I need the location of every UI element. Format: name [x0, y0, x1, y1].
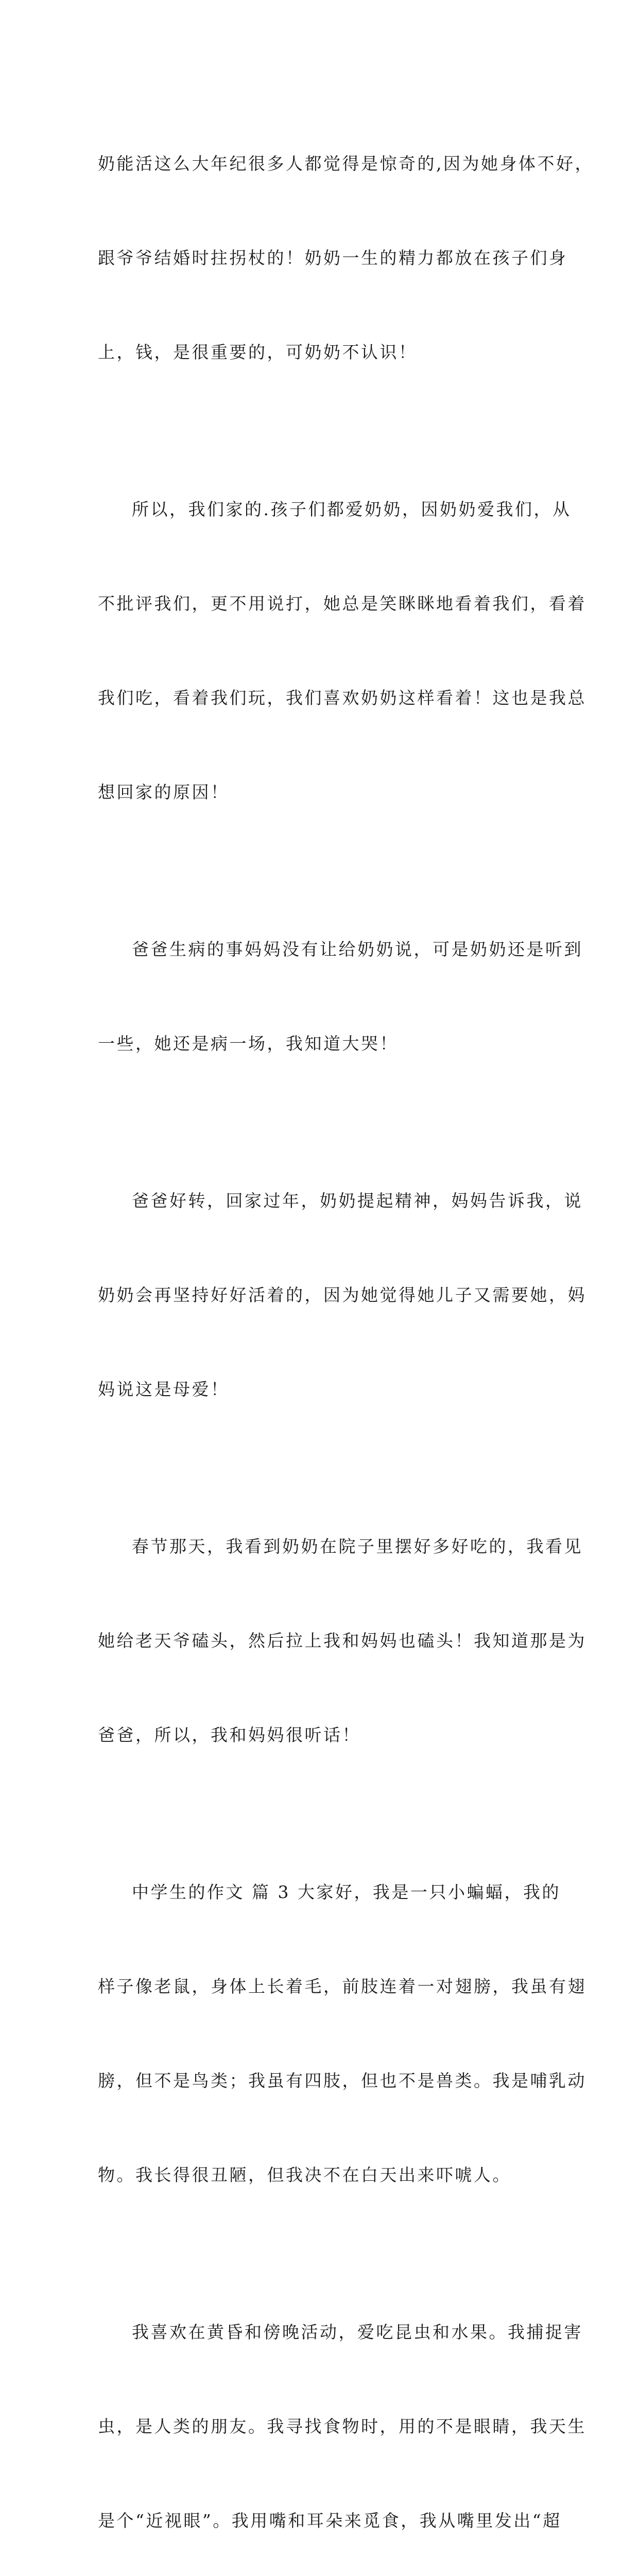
- text-line: 虫，是人类的朋友。我寻找食物时，用的不是眼睛，我天生: [98, 2416, 586, 2436]
- text-line: 膀，但不是鸟类；我虽有四肢，但也不是兽类。我是哺乳动: [98, 2071, 586, 2091]
- paragraph: [98, 85, 594, 431]
- text-line: 妈说这是母爱！: [98, 1379, 230, 1399]
- paragraph: [98, 431, 586, 871]
- text-line: 爸爸好转，回家过年，奶奶提起精神，妈妈告诉我，说: [132, 1191, 583, 1211]
- text-line: 是个“近视眼”。我用嘴和耳朵来觅食，我从嘴里发出“超: [98, 2511, 562, 2531]
- text-line: 奶能活这么大年纪很多人都觉得是惊奇的,因为她身体不好，: [98, 154, 594, 174]
- paragraph: [98, 871, 583, 1122]
- text-line: 一些，她还是病一场，我知道大哭！: [98, 1033, 399, 1054]
- text-line: 样子像老鼠，身体上长着毛，前肢连着一对翅膀，我虽有翅: [98, 1976, 586, 1996]
- text-line: 我喜欢在黄昏和傍晚活动，爱吃昆虫和水果。我捕捉害: [132, 2322, 583, 2342]
- text-line: 跟爷爷结婚时拄拐杖的！奶奶一生的精力都放在孩子们身: [98, 248, 568, 268]
- text-line: 爸爸，所以，我和妈妈很听话！: [98, 1725, 361, 1745]
- document-body: [98, 85, 594, 2576]
- text-line: 想回家的原因！: [98, 782, 230, 802]
- text-line: 她给老天爷磕头，然后拉上我和妈妈也磕头！我知道那是为: [98, 1631, 586, 1651]
- text-line: 春节那天，我看到奶奶在院子里摆好多好吃的，我看见: [132, 1536, 583, 1556]
- text-line: 爸爸生病的事妈妈没有让给奶奶说，可是奶奶还是听到: [132, 939, 583, 959]
- text-line: 物。我长得很丑陋，但我决不在白天出来吓唬人。: [98, 2165, 511, 2185]
- paragraph: [98, 1814, 586, 2253]
- paragraph: [98, 1468, 586, 1814]
- text-line: 上，钱，是很重要的，可奶奶不认识！: [98, 342, 418, 362]
- paragraph: [98, 1122, 586, 1468]
- text-line: 奶奶会再坚持好好活着的，因为她觉得她儿子又需要她，妈: [98, 1285, 586, 1305]
- text-line: 中学生的作文 篇 3 大家好，我是一只小蝙蝠，我的: [132, 1882, 561, 1902]
- text-line: 不批评我们，更不用说打，她总是笑眯眯地看着我们，看着: [98, 594, 586, 614]
- text-line: 我们吃，看着我们玩，我们喜欢奶奶这样看着！这也是我总: [98, 688, 586, 708]
- paragraph: [98, 2253, 586, 2576]
- text-line: 所以，我们家的.孩子们都爱奶奶，因奶奶爱我们，从: [132, 499, 572, 519]
